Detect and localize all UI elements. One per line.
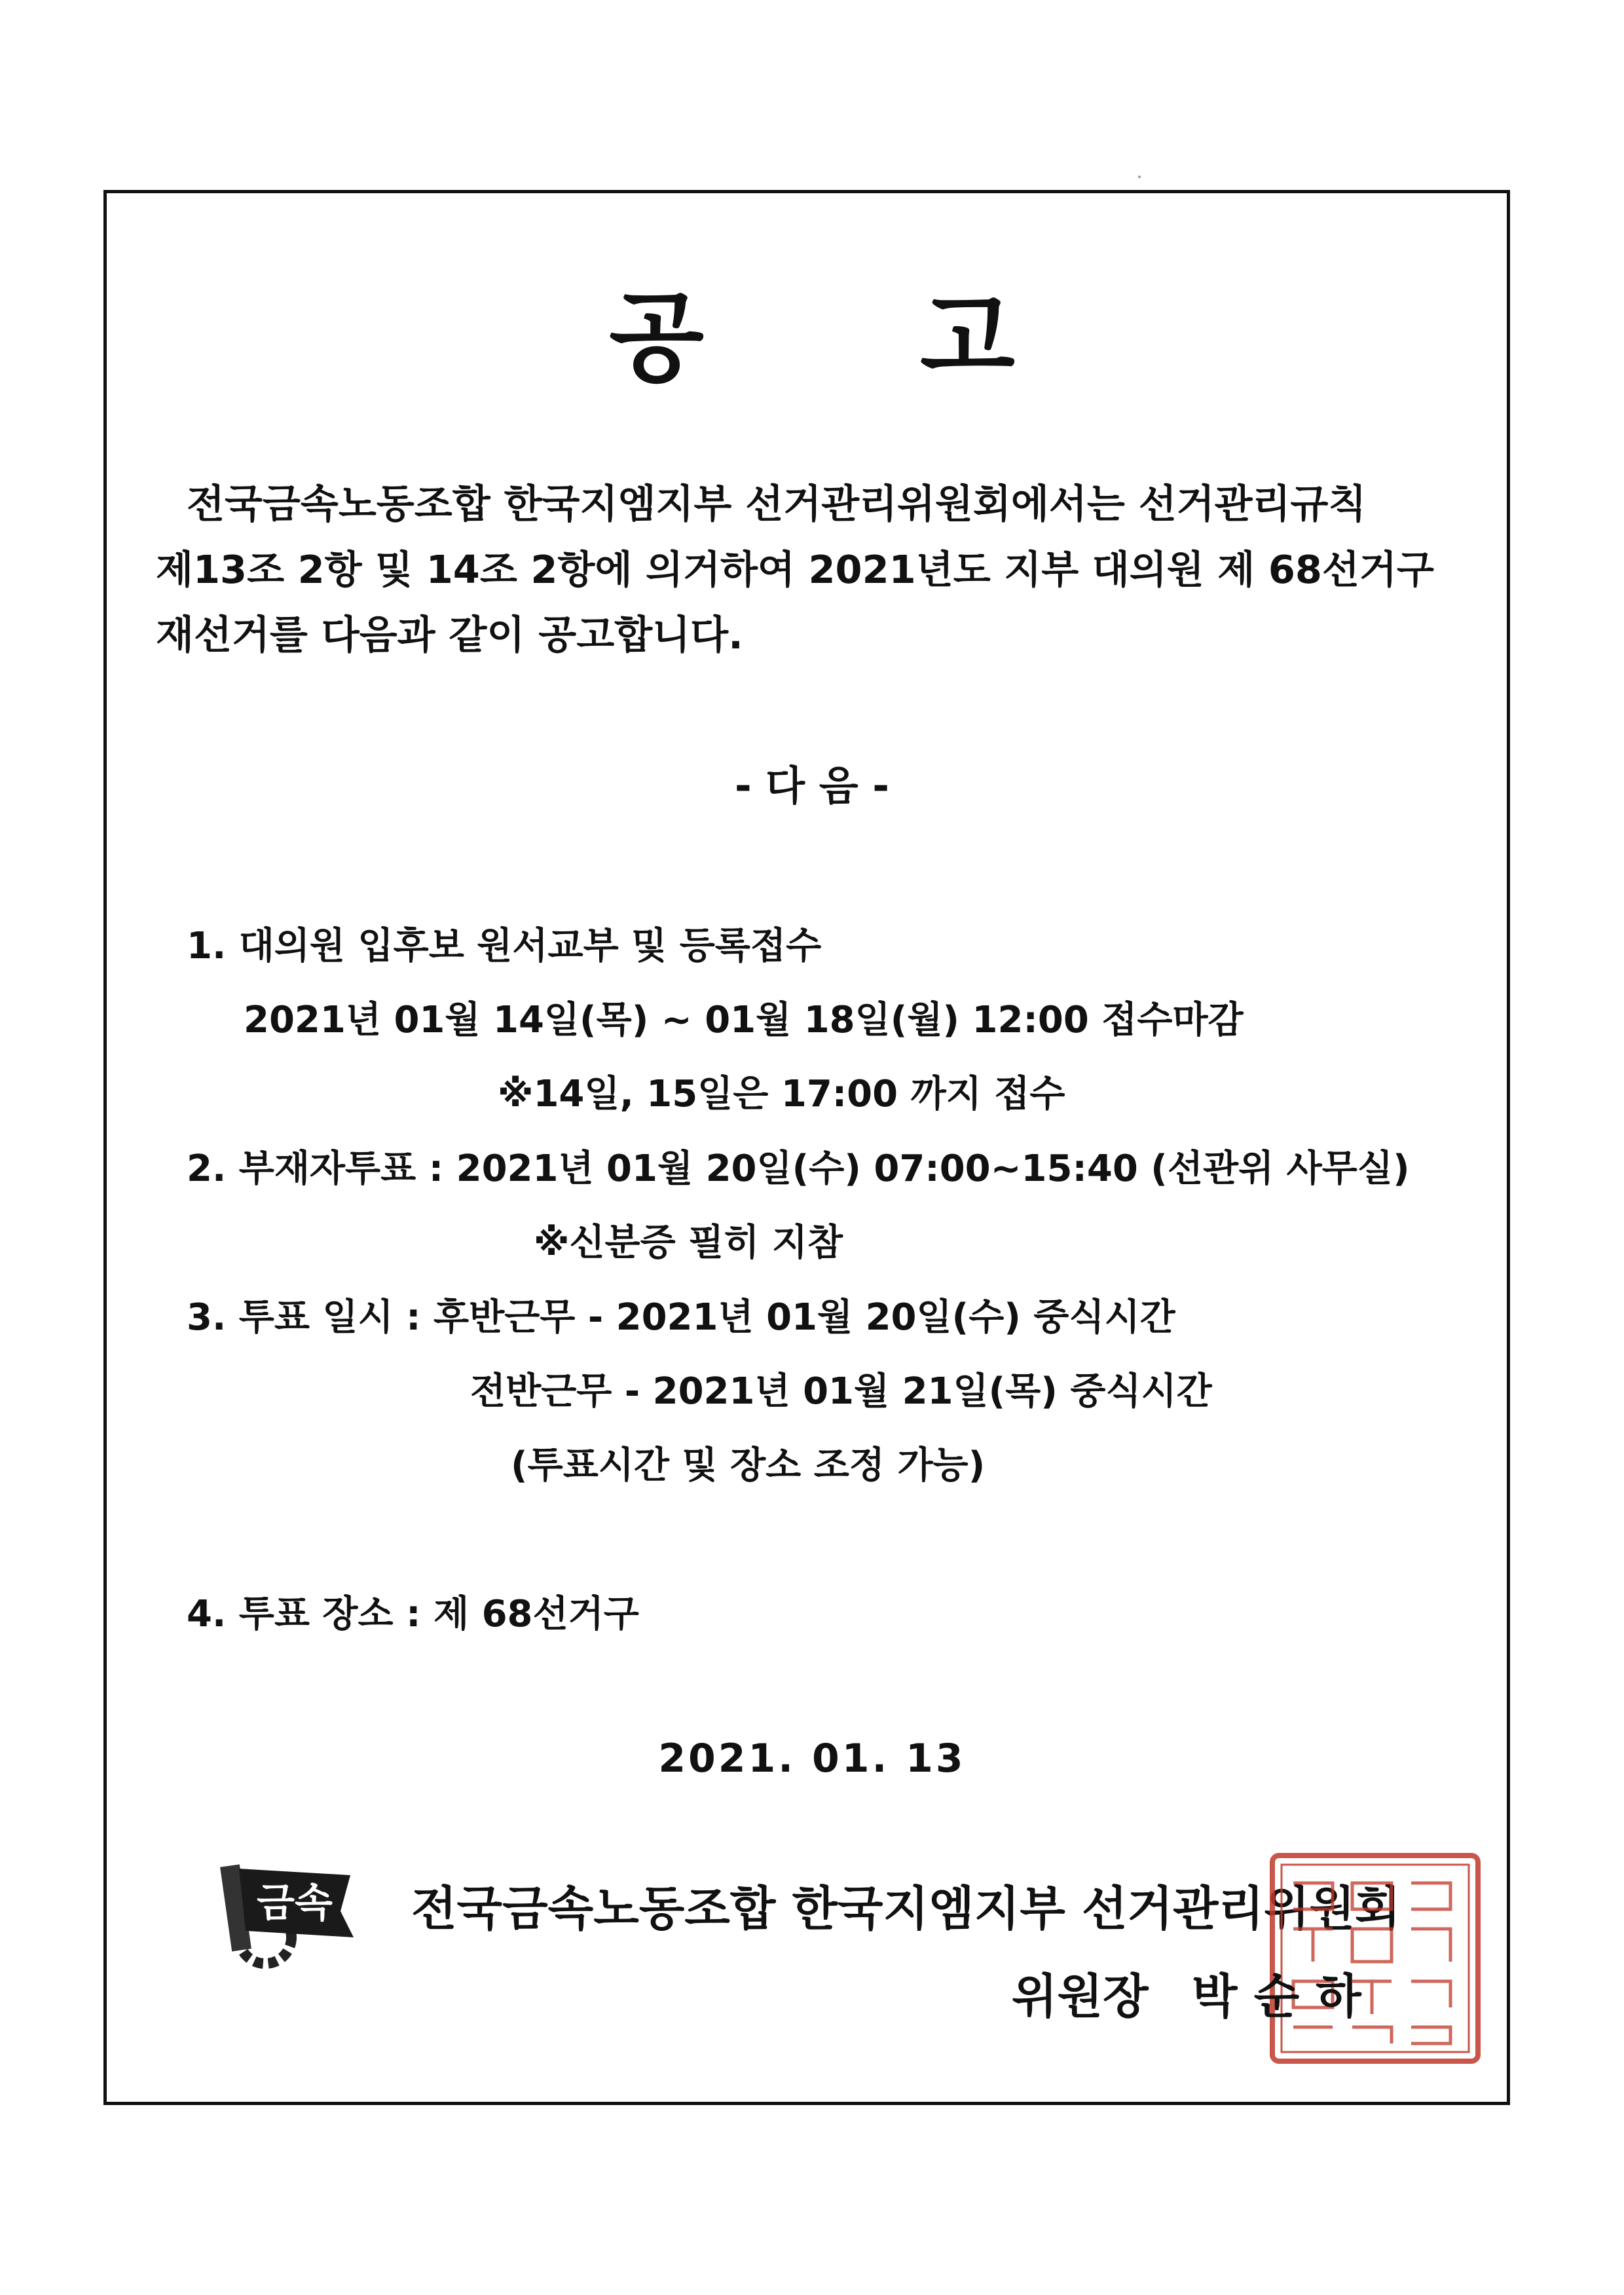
chair-title: 위원장 bbox=[1012, 1969, 1149, 2024]
title-char-1: 공 bbox=[609, 282, 704, 396]
item-1-note: ※14일, 15일은 17:00 까지 접수 bbox=[498, 1073, 1065, 1115]
item-3-schedule-2: 전반근무 - 2021년 01월 21일(목) 중식시간 bbox=[470, 1370, 1212, 1413]
item-4-location: 4. 투표 장소 : 제 68선거구 bbox=[187, 1593, 639, 1635]
item-1-period: 2021년 01월 14일(목) ~ 01월 18일(월) 12:00 접수마감 bbox=[244, 999, 1244, 1041]
item-2-absentee: 2. 부재자투표 : 2021년 01월 20일(수) 07:00~15:40 (선관위 사무실) bbox=[187, 1148, 1410, 1190]
section-label: - 다 음 - bbox=[734, 762, 889, 810]
title-char-2: 고 bbox=[920, 282, 1015, 396]
chair-name: 박 순 하 bbox=[1192, 1969, 1361, 2024]
item-1-title: 1. 대의원 입후보 원서교부 및 등록접수 bbox=[187, 925, 822, 967]
notice-date: 2021. 01. 13 bbox=[658, 1736, 966, 1782]
item-3-schedule: 3. 투표 일시 : 후반근무 - 2021년 01월 20일(수) 중식시간 bbox=[187, 1296, 1175, 1339]
intro-line-3: 재선거를 다음과 같이 공고합니다. bbox=[156, 612, 743, 658]
logo-text: 금속 bbox=[257, 1880, 333, 1926]
item-3-note: (투표시간 및 장소 조정 가능) bbox=[511, 1444, 986, 1487]
organization-name: 전국금속노동조합 한국지엠지부 선거관리위원회 bbox=[411, 1881, 1401, 1936]
notice-title bbox=[0, 259, 1624, 400]
union-logo bbox=[200, 1839, 357, 1970]
item-2-note: ※신분증 필히 지참 bbox=[534, 1222, 843, 1264]
scan-mark bbox=[1138, 176, 1141, 178]
intro-line-1: 전국금속노동조합 한국지엠지부 선거관리위원회에서는 선거관리규칙 bbox=[187, 481, 1367, 527]
intro-line-2: 제13조 2항 및 14조 2항에 의거하여 2021년도 지부 대의원 제 68선거구 bbox=[156, 547, 1434, 592]
